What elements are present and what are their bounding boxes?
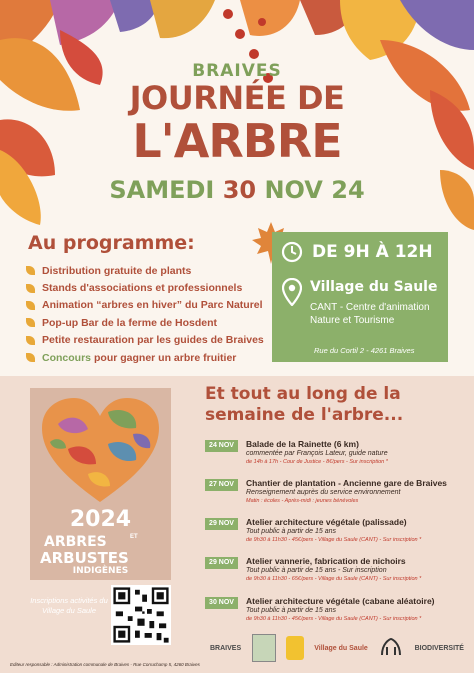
- village-du-saule-logo: Village du Saule: [314, 644, 368, 652]
- poster-image: [30, 388, 171, 580]
- program-item: [26, 332, 264, 349]
- event-detail: de 14h à 17h - Cour de Justice - 8€/pers - Sur inscription *: [246, 459, 388, 465]
- event-title: Chantier de plantation - Ancienne gare de Braives: [246, 478, 447, 488]
- event-detail: Matin : écoles - Après-midi : jeunes bénévoles: [246, 498, 359, 504]
- event-detail: de 9h30 à 11h30 - 65€/pers - Village du Saule (CANT) - Sur inscription *: [246, 576, 422, 582]
- poster-line1: ARBRES: [44, 534, 107, 550]
- leaf-bullet-icon: [26, 318, 35, 327]
- program-item: [26, 262, 264, 279]
- event-description: Tout public à partir de 15 ans: [246, 607, 337, 614]
- week-title: Et tout au long de la semaine de l'arbre...: [205, 384, 404, 425]
- partner-logos: [210, 632, 464, 664]
- editor-notice: Editeur responsable : Administration communale de Braives - Rue Corruchamp 5, 4260 Braives: [10, 662, 200, 667]
- leaf-bullet-icon: [26, 336, 35, 345]
- contest-highlight: Concours: [42, 351, 92, 364]
- program-item-text: Petite restauration par les guides de Braives: [42, 334, 264, 347]
- leaf-heart-icon: [38, 394, 163, 506]
- event-title: Balade de la Rainette (6 km): [246, 439, 359, 449]
- program-item: [26, 349, 264, 366]
- foundation-logo-icon: [378, 635, 404, 661]
- clock-icon: [281, 241, 303, 263]
- program-list: [26, 262, 264, 366]
- event-date-badge: 24 NOV: [205, 440, 238, 452]
- event-description: commentée par François Lateur, guide nature: [246, 450, 388, 457]
- event-time: DE 9H À 12H: [312, 242, 433, 262]
- event-title: Atelier architecture végétale (cabane aléatoire): [246, 596, 435, 606]
- event-description: Tout public à partir de 15 ans: [246, 528, 337, 535]
- poster-line2: ARBUSTES: [40, 549, 129, 567]
- date-day: 30: [222, 176, 257, 204]
- event-date: [0, 176, 474, 204]
- event-title: Atelier architecture végétale (palissade): [246, 517, 407, 527]
- biodiversite-logo: BIODIVERSITÉ: [414, 644, 464, 652]
- event-info-box: [272, 232, 448, 362]
- event-date-badge: 30 NOV: [205, 597, 238, 609]
- event-detail: de 9h30 à 11h30 - 45€/pers - Village du Saule (CANT) - Sur inscription *: [246, 537, 422, 543]
- leaf-bullet-icon: [26, 353, 35, 362]
- braives-logo: BRAIVES: [210, 644, 242, 652]
- program-item-text: Pop-up Bar de la ferme de Hosdent: [42, 316, 218, 329]
- program-item: [26, 279, 264, 296]
- program-item: [26, 297, 264, 314]
- event-date-badge: 27 NOV: [205, 479, 238, 491]
- qr-code[interactable]: [111, 585, 171, 645]
- date-month-year: NOV 24: [256, 176, 365, 204]
- leaf-bullet-icon: [26, 301, 35, 310]
- event-title: Atelier vannerie, fabrication de nichoirs: [246, 556, 406, 566]
- poster-et: ET: [130, 534, 138, 540]
- poster-year: 2024: [69, 507, 132, 532]
- event-title-line1: JOURNÉE DE: [129, 79, 345, 117]
- event-date-badge: 29 NOV: [205, 557, 238, 569]
- event-description: Tout public à partir de 15 ans - Sur inscription: [246, 567, 387, 574]
- partner-logo-box: [252, 634, 276, 662]
- date-weekday: SAMEDI: [109, 176, 223, 204]
- venue-name: Village du Saule: [310, 279, 438, 295]
- event-title-line2: L'ARBRE: [132, 114, 342, 168]
- partner-logo-badge: [286, 636, 304, 660]
- program-item-text: pour gagner un arbre fruitier: [94, 351, 237, 364]
- program-item-text: Distribution gratuite de plants: [42, 264, 192, 277]
- program-item: [26, 314, 264, 331]
- poster-line3: INDIGÈNES: [72, 566, 129, 576]
- location-pin-icon: [282, 278, 302, 306]
- program-title: Au programme:: [28, 232, 195, 254]
- leaf-bullet-icon: [26, 284, 35, 293]
- program-item-text: Stands d'associations et professionnels: [42, 282, 243, 295]
- event-date-badge: 29 NOV: [205, 518, 238, 530]
- inscriptions-label: Inscriptions activités du Village du Saule: [30, 596, 108, 615]
- leaf-bullet-icon: [26, 266, 35, 275]
- venue-description: CANT - Centre d'animation Nature et Tourisme: [310, 302, 430, 326]
- town-name: BRAIVES: [192, 61, 282, 81]
- venue-address: Rue du Cortil 2 - 4261 Braives: [314, 346, 415, 355]
- event-detail: de 9h30 à 11h30 - 45€/pers - Village du Saule (CANT) - Sur inscription *: [246, 616, 422, 622]
- event-description: Renseignement auprès du service environnement: [246, 489, 401, 496]
- program-item-text: Animation “arbres en hiver” du Parc Naturel: [42, 299, 263, 312]
